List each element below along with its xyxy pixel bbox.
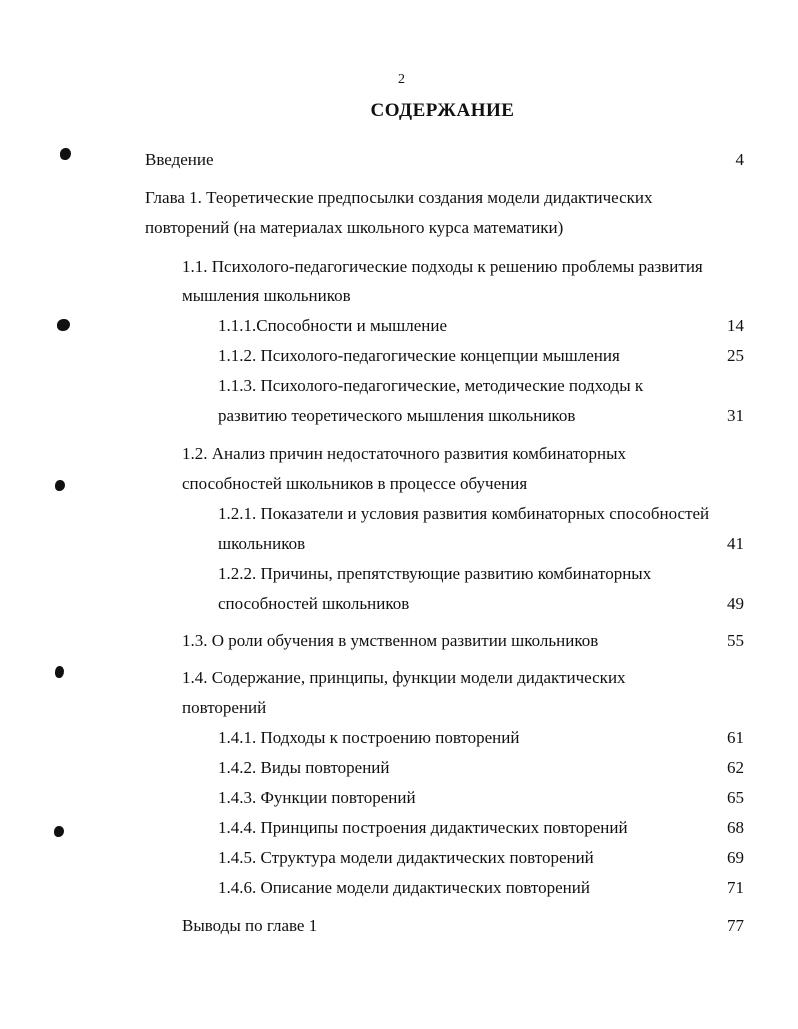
toc-entry-1-4-cont: повторений	[182, 698, 267, 717]
toc-entry-1-2: 1.2. Анализ причин недостаточного развития комбинаторных	[182, 444, 627, 463]
toc-page-1-2-1: 41	[727, 534, 744, 553]
toc-page-1-4-6: 71	[727, 878, 744, 897]
toc-entry-1-1-2: 1.1.2. Психолого-педагогические концепции мышления	[218, 346, 620, 365]
toc-entry-1-4-3: 1.4.3. Функции повторений	[218, 788, 416, 807]
toc-entry-1-1-cont: мышления школьников	[182, 286, 351, 305]
page-title: СОДЕРЖАНИЕ	[370, 100, 515, 121]
toc-entry-1-1-3-cont: развитию теоретического мышления школьников	[218, 406, 576, 425]
toc-entry-1-4: 1.4. Содержание, принципы, функции модели дидактических	[182, 668, 626, 687]
toc-entry-1-2-1-cont: школьников	[218, 534, 306, 553]
scan-mark	[57, 319, 70, 331]
scan-mark	[54, 826, 64, 837]
toc-entry-1-2-1: 1.2.1. Показатели и условия развития комбинаторных способностей	[218, 504, 710, 523]
scan-mark	[55, 480, 65, 491]
toc-entry-1-4-6: 1.4.6. Описание модели дидактических повторений	[218, 878, 590, 897]
toc-entry-intro: Введение	[145, 150, 214, 169]
toc-page-1-3: 55	[727, 631, 744, 650]
toc-entry-1-1-1: 1.1.1.Способности и мышление	[218, 316, 448, 335]
scan-mark	[60, 148, 71, 160]
toc-page-intro: 4	[735, 150, 744, 169]
toc-entry-1-4-2: 1.4.2. Виды повторений	[218, 758, 390, 777]
scan-mark	[55, 666, 64, 678]
toc-page-1-4-1: 61	[727, 728, 744, 747]
toc-page-1-4-2: 62	[727, 758, 744, 777]
toc-page-1-4-4: 68	[727, 818, 744, 837]
toc-entry-1-3: 1.3. О роли обучения в умственном развитии школьников	[182, 631, 599, 650]
toc-entry-1-4-5: 1.4.5. Структура модели дидактических повторений	[218, 848, 594, 867]
toc-entry-1-4-1: 1.4.1. Подходы к построению повторений	[218, 728, 520, 747]
toc-page-1-4-3: 65	[727, 788, 744, 807]
toc-entry-chapter-1-cont: повторений (на материалах школьного курса математики)	[145, 218, 564, 237]
toc-entry-conclusions: Выводы по главе 1	[182, 916, 318, 935]
toc-entry-1-2-cont: способностей школьников в процессе обучения	[182, 474, 528, 493]
toc-page-conclusions: 77	[727, 916, 744, 935]
toc-page-1-2-2: 49	[727, 594, 744, 613]
toc-entry-1-2-2: 1.2.2. Причины, препятствующие развитию комбинаторных	[218, 564, 652, 583]
toc-page-1-1-2: 25	[727, 346, 744, 365]
toc-page-1-1-1: 14	[727, 316, 744, 335]
toc-entry-1-1: 1.1. Психолого-педагогические подходы к решению проблемы развития	[182, 257, 703, 276]
toc-entry-1-1-3: 1.1.3. Психолого-педагогические, методические подходы к	[218, 376, 644, 395]
page-number: 2	[398, 72, 405, 87]
toc-entry-1-4-4: 1.4.4. Принципы построения дидактических повторений	[218, 818, 628, 837]
toc-entry-1-2-2-cont: способностей школьников	[218, 594, 410, 613]
toc-page-1-1-3: 31	[727, 406, 744, 425]
toc-page-1-4-5: 69	[727, 848, 744, 867]
toc-entry-chapter-1: Глава 1. Теоретические предпосылки создания модели дидактических	[145, 188, 653, 207]
